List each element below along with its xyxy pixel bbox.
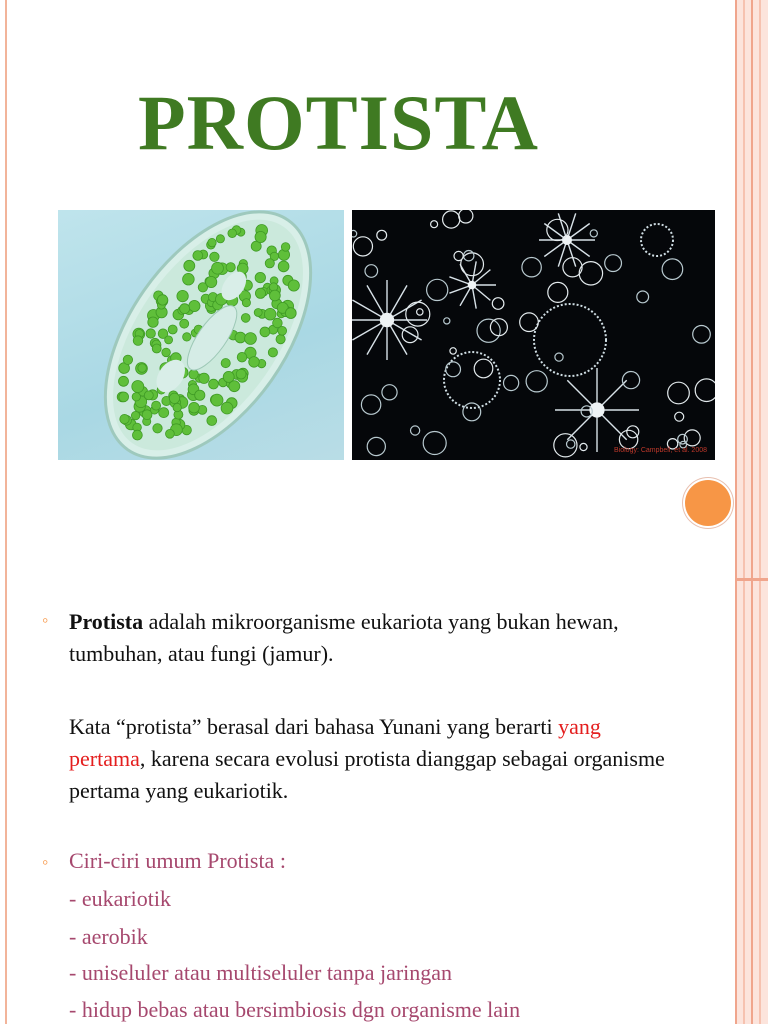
plankton-particle bbox=[579, 262, 602, 285]
plankton-particle bbox=[547, 219, 568, 240]
chlorella-cell bbox=[132, 393, 140, 401]
plankton-particle bbox=[446, 362, 461, 377]
chlorella-cell bbox=[245, 333, 257, 345]
plankton-particle bbox=[353, 237, 372, 256]
plankton-particle bbox=[619, 430, 637, 448]
chlorella-cell bbox=[208, 238, 216, 246]
plankton-particle bbox=[367, 437, 385, 455]
slide-title: PROTISTA bbox=[138, 79, 539, 166]
paramecium-illustration bbox=[58, 210, 344, 460]
chlorella-cell bbox=[168, 325, 177, 334]
plankton-particle bbox=[504, 375, 519, 390]
radiolarian-shape bbox=[539, 213, 595, 266]
plankton-particle bbox=[423, 432, 446, 455]
plankton-particle bbox=[431, 221, 438, 228]
origin-paragraph bbox=[69, 711, 669, 807]
chlorella-cell bbox=[189, 402, 200, 413]
chlorella-cell bbox=[131, 411, 139, 419]
plankton-particle bbox=[580, 443, 587, 450]
chlorella-cell bbox=[123, 355, 132, 364]
chlorella-cell bbox=[138, 364, 147, 373]
chlorella-cell bbox=[165, 336, 173, 344]
trait-item: - uniseluler atau multiseluler tanpa jaringan bbox=[69, 960, 453, 985]
origin-text-2: , karena secara evolusi protista dianggap sebagai organisme pertama yang eukariotik. bbox=[69, 746, 665, 803]
chlorella-cell bbox=[254, 309, 262, 317]
chlorella-cell bbox=[183, 333, 191, 341]
chlorella-cell bbox=[142, 410, 152, 420]
chlorella-cell bbox=[270, 290, 281, 301]
chlorella-cell bbox=[255, 272, 265, 282]
plankton-particle bbox=[554, 434, 577, 457]
plankton-particle bbox=[402, 327, 418, 343]
chlorella-cell bbox=[152, 344, 161, 353]
chlorella-cell bbox=[180, 304, 190, 314]
radiolarian-shape bbox=[449, 261, 496, 308]
chlorella-cell bbox=[255, 231, 266, 242]
radiolaria-image bbox=[352, 210, 715, 460]
slide-band-divider bbox=[735, 578, 768, 581]
chlorella-cell bbox=[221, 402, 233, 414]
chlorella-cell bbox=[119, 376, 129, 386]
chlorella-cell bbox=[209, 379, 219, 389]
chlorella-cell bbox=[255, 288, 265, 298]
chlorella-cell bbox=[228, 229, 237, 238]
trait-item: - aerobik bbox=[69, 924, 148, 949]
chlorella-cell bbox=[152, 401, 161, 410]
plankton-particle bbox=[563, 258, 582, 277]
chlorella-cell bbox=[184, 260, 195, 271]
chlorella-cell bbox=[278, 261, 289, 272]
chlorella-cell bbox=[276, 335, 285, 344]
chlorella-cell bbox=[260, 327, 270, 337]
radiolarian-shape bbox=[352, 280, 427, 360]
chlorella-cell bbox=[144, 391, 153, 400]
chlorella-cell bbox=[211, 394, 223, 406]
plankton-particle bbox=[567, 440, 575, 448]
plankton-particle bbox=[605, 255, 622, 272]
chlorella-cell bbox=[216, 235, 224, 243]
chlorella-cell bbox=[119, 392, 129, 402]
plankton-particle bbox=[459, 210, 473, 223]
chlorella-cell bbox=[237, 352, 247, 362]
chlorella-cell bbox=[159, 408, 169, 418]
chlorella-cell bbox=[132, 381, 144, 393]
chlorella-cell bbox=[268, 348, 277, 357]
chlorella-cell bbox=[146, 329, 155, 338]
plankton-particle bbox=[477, 319, 500, 342]
chlorella-cell bbox=[236, 369, 246, 379]
chlorella-cell bbox=[177, 290, 188, 301]
plankton-particle bbox=[675, 412, 684, 421]
slide-left-rule bbox=[5, 0, 7, 1024]
plankton-particle bbox=[520, 313, 539, 332]
plankton-particle bbox=[637, 291, 649, 303]
radiolarian-shape bbox=[555, 368, 639, 452]
diatom-shape bbox=[444, 352, 500, 408]
plankton-particle bbox=[444, 318, 450, 324]
paramecium-image bbox=[58, 210, 344, 460]
origin-highlight: yang pertama bbox=[69, 714, 601, 771]
chlorella-cell bbox=[265, 259, 274, 268]
bullet-icon: ◦ bbox=[42, 610, 49, 630]
plankton-particle bbox=[668, 382, 690, 404]
chlorella-cell bbox=[281, 243, 290, 252]
plankton-particle bbox=[526, 371, 547, 392]
chlorella-cell bbox=[162, 348, 171, 357]
plankton-particle bbox=[622, 372, 639, 389]
definition-text: adalah mikroorganisme eukariota yang bukan hewan, tumbuhan, atau fungi (jamur). bbox=[69, 609, 619, 666]
chlorella-cell bbox=[207, 416, 217, 426]
radiolaria-illustration bbox=[352, 210, 715, 460]
origin-text-1: Kata “protista” berasal dari bahasa Yunani yang berarti bbox=[69, 714, 559, 739]
bullet-icon: ◦ bbox=[42, 852, 49, 872]
plankton-particle bbox=[352, 230, 357, 237]
chlorella-cell bbox=[226, 263, 235, 272]
chlorella-cell bbox=[120, 414, 129, 423]
plankton-particle bbox=[427, 279, 448, 300]
plankton-particle bbox=[474, 359, 493, 378]
slide-right-band bbox=[735, 0, 768, 1024]
plankton-particle bbox=[678, 434, 688, 444]
chlorella-cell bbox=[180, 319, 189, 328]
chlorella-cell bbox=[206, 276, 217, 287]
plankton-particle bbox=[548, 282, 568, 302]
chlorella-cell bbox=[288, 280, 299, 291]
plankton-particle bbox=[590, 230, 597, 237]
chlorella-cell bbox=[199, 373, 209, 383]
plankton-particle bbox=[443, 211, 460, 228]
plankton-particle bbox=[417, 309, 423, 315]
trait-item: - hidup bebas atau bersimbiosis dgn organisme lain bbox=[69, 997, 521, 1022]
chlorella-cell bbox=[148, 317, 158, 327]
chlorella-cell bbox=[235, 332, 246, 343]
plankton-particle bbox=[695, 379, 715, 402]
orange-circle-decoration bbox=[685, 480, 731, 526]
chlorella-cell bbox=[166, 429, 175, 438]
plankton-particle bbox=[454, 251, 463, 260]
chlorella-cell bbox=[133, 430, 143, 440]
chlorella-cell bbox=[210, 252, 219, 261]
chlorella-cell bbox=[193, 251, 203, 261]
chlorella-cell bbox=[264, 308, 276, 320]
chlorella-cell bbox=[169, 393, 179, 403]
chlorella-cell bbox=[189, 300, 200, 311]
chlorella-cell bbox=[195, 390, 205, 400]
plankton-particle bbox=[463, 403, 481, 421]
chlorella-cell bbox=[242, 299, 250, 307]
plankton-particle bbox=[411, 426, 420, 435]
definition-paragraph bbox=[69, 606, 669, 670]
chlorella-cell bbox=[133, 336, 143, 346]
chlorella-cell bbox=[157, 295, 167, 305]
traits-heading: Ciri-ciri umum Protista : bbox=[69, 848, 286, 873]
chlorella-cell bbox=[241, 314, 250, 323]
chlorella-cell bbox=[153, 424, 162, 433]
plankton-particle bbox=[522, 258, 541, 277]
plankton-particle bbox=[377, 230, 387, 240]
image-credit: Biology: Campbell, et al. 2008 bbox=[614, 447, 707, 454]
chlorella-cell bbox=[189, 370, 198, 379]
chlorella-cell bbox=[249, 357, 260, 368]
plankton-particle bbox=[382, 385, 397, 400]
chlorella-cell bbox=[183, 273, 195, 285]
plankton-particle bbox=[555, 353, 563, 361]
chlorella-cell bbox=[278, 326, 287, 335]
plankton-particle bbox=[693, 326, 711, 344]
plankton-particle bbox=[492, 298, 504, 310]
diatom-shape bbox=[534, 304, 606, 376]
chlorella-cell bbox=[285, 308, 296, 319]
chlorella-cell bbox=[212, 262, 224, 274]
plankton-particle bbox=[662, 259, 683, 280]
chlorella-cell bbox=[221, 359, 230, 368]
plankton-particle bbox=[365, 265, 378, 278]
chlorella-cell bbox=[173, 403, 181, 411]
plankton-particle bbox=[490, 319, 507, 336]
plankton-particle bbox=[361, 395, 380, 414]
diatom-shape bbox=[641, 224, 673, 256]
chlorella-cell bbox=[223, 371, 234, 382]
trait-item: - eukariotik bbox=[69, 886, 172, 911]
definition-term: Protista bbox=[69, 609, 144, 634]
plankton-particle bbox=[450, 348, 456, 354]
